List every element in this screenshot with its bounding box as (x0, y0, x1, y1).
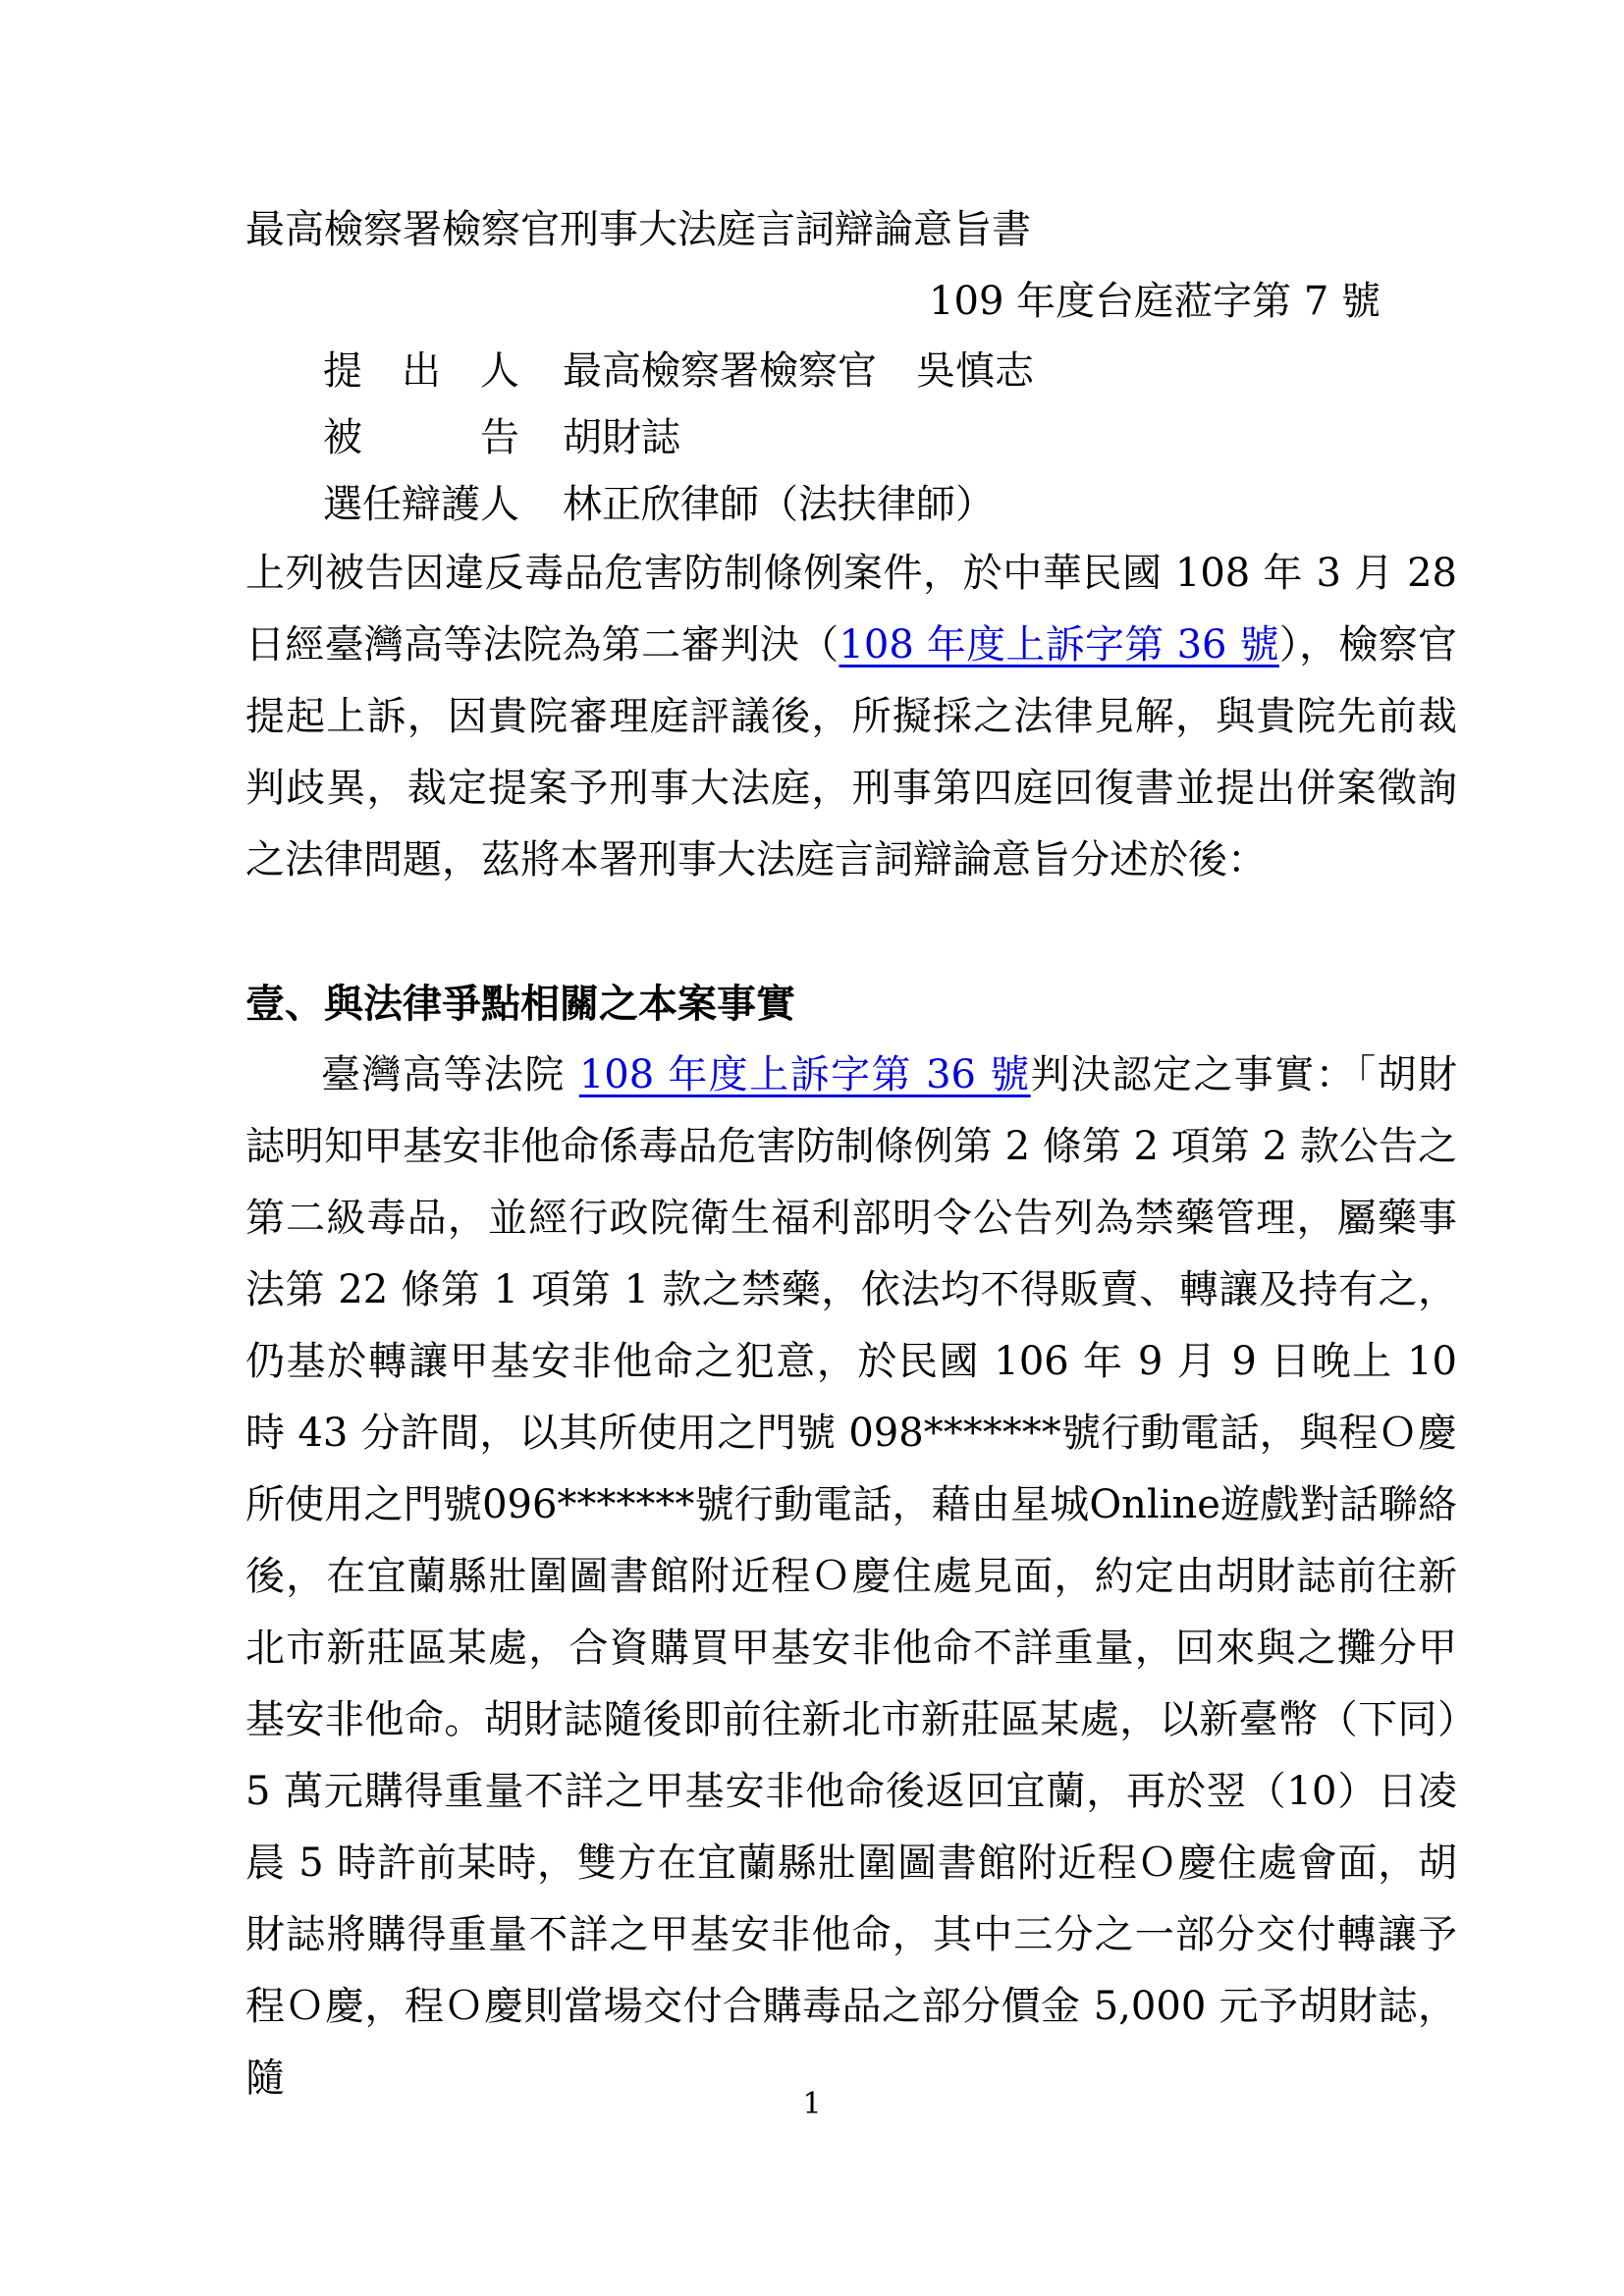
section1-text-after-link: 判決認定之事實：「胡財誌明知甲基安非他命係毒品危害防制條例第 2 條第 2 項第 2 款公告之第二級毒品，並經行政院衛生福利部明令公告列為禁藥管理，屬藥事法第 22 條第 1 項第 1 款之禁藥，依法均不得販賣、轉讓及持有之，仍基於轉讓甲基安非他命之犯意，於民國 106 年 9 月 9 日晚上 10 時 43 分許間，以其所使用之門號 098*******號行動電話，與程Ｏ慶所使用之門號096*******號行動電話，藉由星城Online遊戲對話聯絡後，在宜蘭縣壯圍圖書館附近程Ｏ慶住處見面，約定由胡財誌前往新北市新莊區某處，合資購買甲基安非他命不詳重量，回來與之攤分甲基安非他命。胡財誌隨後即前往新北市新莊區某處，以新臺幣（下同）5 萬元購得重量不詳之甲基安非他命後返回宜蘭，再於翌（10）日凌晨 5 時許前某時，雙方在宜蘭縣壯圍圖書館附近程Ｏ慶住處會面，胡財誌將購得重量不詳之甲基安非他命，其中三分之一部分交付轉讓予程Ｏ慶，程Ｏ慶則當場交付合購毒品之部分價金 5,000 元予胡財誌，隨 (245, 1052, 1458, 2101)
party-value-defendant: 胡財誌 (563, 415, 680, 460)
page-number: 1 (802, 2087, 822, 2121)
party-row-defendant (323, 404, 1457, 471)
judgment-citation-link-2[interactable]: 108 年度上訴字第 36 號 (578, 1052, 1031, 1097)
party-value-submitter: 最高檢察署檢察官 吳慎志 (563, 348, 1034, 394)
party-value-defense-counsel: 林正欣律師（法扶律師） (563, 482, 995, 527)
section1-heading: 壹、與法律爭點相關之本案事實 (245, 981, 795, 1027)
intro-text-before-link: 上列被告因違反毒品危害防制條例案件，於中華民國 108 年 3 月 28 日經臺灣高等法院為第二審判決（ (245, 551, 1457, 667)
party-role-defense-counsel: 選任辯護人 (323, 482, 519, 527)
case-number: 109 年度台庭蒞字第 7 號 (929, 279, 1380, 324)
section1-text-before-link: 臺灣高等法院 (321, 1052, 579, 1097)
judgment-citation-link[interactable]: 108 年度上訴字第 36 號 (839, 622, 1279, 667)
party-block (245, 338, 1457, 538)
document-title: 最高檢察署檢察官刑事大法庭言詞辯論意旨書 (245, 207, 1031, 252)
intro-paragraph (245, 538, 1457, 896)
party-row-submitter (323, 338, 1457, 404)
party-role-submitter: 提 出 人 (323, 348, 519, 394)
intro-text-after-link: ），檢察官提起上訴，因貴院審理庭評議後，所擬採之法律見解，與貴院先前裁判歧異，裁定提案予刑事大法庭，刑事第四庭回復書並提出併案徵詢之法律問題，茲將本署刑事大法庭言詞辯論意旨分述於後： (245, 622, 1457, 882)
party-row-defense-counsel (323, 471, 1457, 538)
section1-paragraph (245, 1040, 1457, 2114)
party-role-defendant: 被 告 (323, 415, 519, 460)
